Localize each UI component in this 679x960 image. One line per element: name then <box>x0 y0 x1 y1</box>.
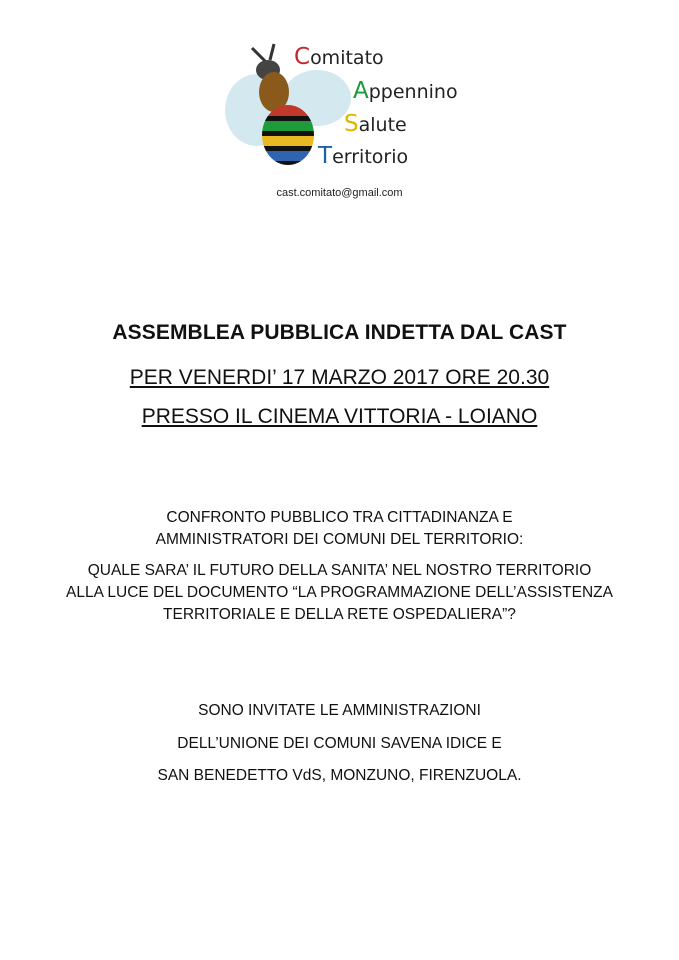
invite-line-2: DELL’UNIONE DEI COMUNI SAVENA IDICE E <box>177 735 502 752</box>
logo-word-comitato: Comitato <box>294 44 384 70</box>
contact-email: cast.comitato@gmail.com <box>276 187 403 199</box>
cast-logo <box>222 40 472 180</box>
logo-word-appennino: Appennino <box>353 78 458 104</box>
body-line-4: ALLA LUCE DEL DOCUMENTO “LA PROGRAMMAZIONE DELL’ASSISTENZA <box>66 584 613 601</box>
logo-word-territorio: Territorio <box>318 143 409 169</box>
invite-line-1: SONO INVITATE LE AMMINISTRAZIONI <box>198 702 481 719</box>
heading-venue: PRESSO IL CINEMA VITTORIA - LOIANO <box>141 405 538 428</box>
heading-date: PER VENERDI’ 17 MARZO 2017 ORE 20.30 <box>129 366 550 389</box>
body-line-1: CONFRONTO PUBBLICO TRA CITTADINANZA E <box>166 509 513 526</box>
heading-title: ASSEMBLEA PUBBLICA INDETTA DAL CAST <box>112 321 567 344</box>
invite-line-3: SAN BENEDETTO VdS, MONZUNO, FIRENZUOLA. <box>157 767 522 784</box>
logo-word-salute: Salute <box>344 111 407 137</box>
body-line-5: TERRITORIALE E DELLA RETE OSPEDALIERA”? <box>163 606 516 623</box>
body-line-2: AMMINISTRATORI DEI COMUNI DEL TERRITORIO: <box>155 531 524 548</box>
body-line-3: QUALE SARA’ IL FUTURO DELLA SANITA’ NEL NOSTRO TERRITORIO <box>87 562 592 579</box>
